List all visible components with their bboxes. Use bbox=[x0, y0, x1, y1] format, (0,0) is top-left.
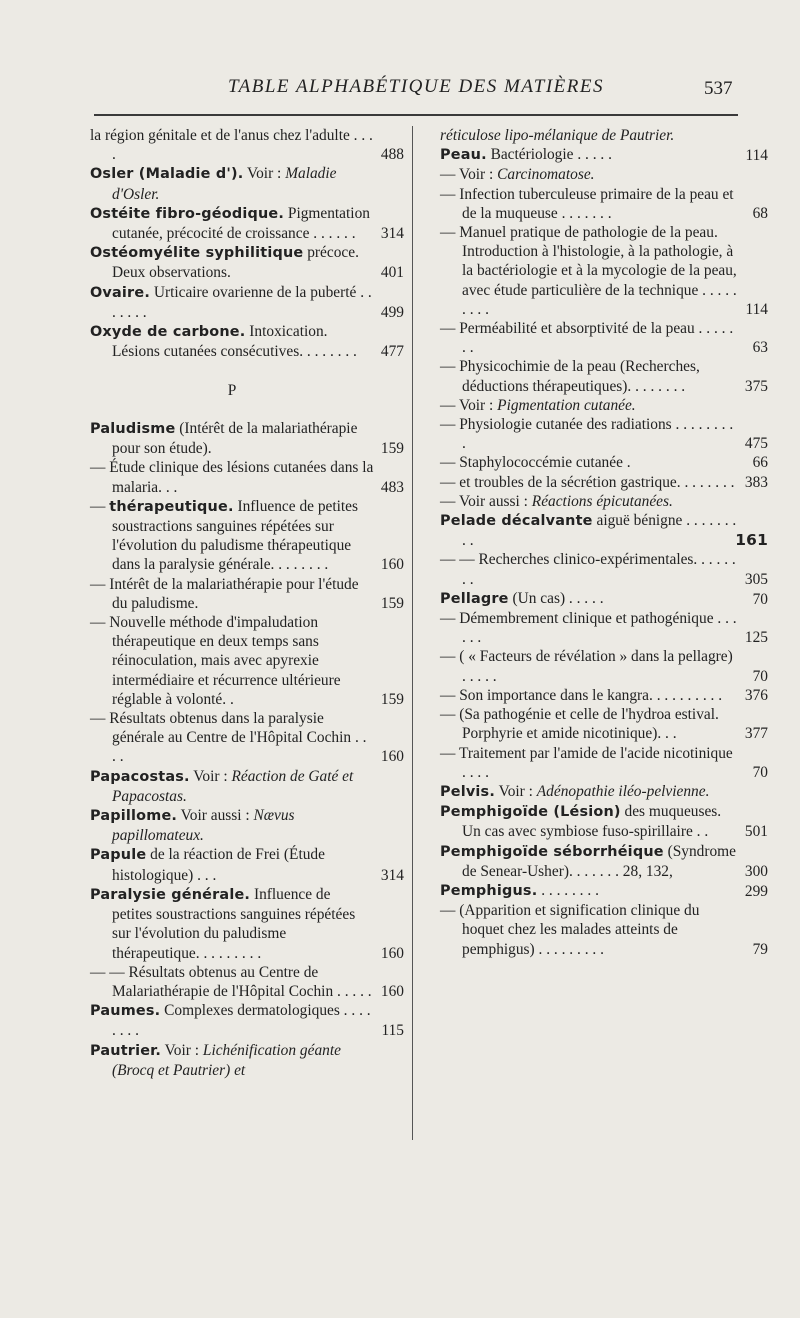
entry-reference: Maladie d'Osler. bbox=[112, 165, 337, 203]
entry-text bbox=[90, 497, 374, 575]
entry-keyword: Peau. bbox=[440, 147, 487, 164]
entry-plain: — Voir : bbox=[440, 396, 498, 414]
page-reference: 475 bbox=[744, 435, 768, 453]
entry-description: Voir aussi : bbox=[177, 807, 254, 825]
index-entry bbox=[440, 145, 768, 165]
index-entry bbox=[90, 497, 404, 575]
entry-text bbox=[90, 1001, 374, 1040]
page-reference: 376 bbox=[744, 686, 768, 704]
right-column bbox=[440, 126, 768, 959]
index-entry bbox=[440, 126, 740, 145]
entry-plain: — Étude clinique des lésions cutanées dans la malaria. . . bbox=[90, 459, 374, 496]
entry-text bbox=[90, 322, 374, 361]
index-entry bbox=[90, 575, 404, 613]
entry-plain: — Staphylococcémie cutanée . bbox=[440, 454, 631, 472]
entry-text bbox=[440, 705, 740, 743]
entry-description: Complexes dermatologiques . . . . . . . . bbox=[112, 1002, 371, 1040]
entry-reference: Carcinomatose. bbox=[497, 166, 595, 184]
entry-plain: la région génitale et de l'anus chez l'adulte . . . . bbox=[90, 127, 373, 164]
entry-description: Bactériologie . . . . . bbox=[486, 146, 612, 164]
index-entry bbox=[90, 845, 404, 884]
page-reference: 501 bbox=[744, 823, 768, 841]
section-letter: P bbox=[227, 381, 237, 399]
entry-plain: — Voir aussi : bbox=[440, 492, 532, 510]
page-reference: 115 bbox=[381, 1022, 404, 1040]
entry-text bbox=[440, 550, 740, 588]
index-entry bbox=[90, 885, 404, 963]
entry-plain: — — Recherches clinico-expérimentales. . . . . . . . bbox=[440, 551, 736, 588]
page-reference: 159 bbox=[380, 440, 404, 458]
entry-text bbox=[440, 319, 740, 357]
index-entry bbox=[440, 609, 768, 647]
index-entry bbox=[440, 901, 768, 959]
index-entry bbox=[90, 458, 404, 496]
entry-text bbox=[440, 881, 740, 901]
entry-text bbox=[90, 419, 374, 458]
index-entry bbox=[90, 709, 404, 767]
entry-keyword: Pelvis. bbox=[440, 783, 495, 800]
index-entry bbox=[90, 963, 404, 1001]
entry-keyword: Ostéite fibro-géodique. bbox=[90, 205, 285, 222]
index-entry bbox=[440, 647, 768, 685]
page-reference: 70 bbox=[752, 590, 768, 608]
entry-keyword: Papacostas. bbox=[90, 768, 190, 785]
index-entry bbox=[440, 842, 768, 881]
page-reference: 160 bbox=[380, 944, 404, 962]
entry-keyword: Oxyde de carbone. bbox=[90, 324, 246, 341]
page-reference: 375 bbox=[744, 377, 768, 395]
index-entry bbox=[90, 322, 404, 361]
entry-plain: — Infection tuberculeuse primaire de la peau et de la muqueuse . . . . . . . bbox=[440, 185, 734, 222]
entry-text bbox=[90, 283, 374, 322]
index-entry bbox=[440, 473, 768, 492]
page-reference: 314 bbox=[380, 866, 404, 884]
page-reference: 159 bbox=[380, 594, 404, 612]
entry-text bbox=[440, 686, 740, 705]
entry-keyword: thérapeutique. bbox=[109, 498, 234, 515]
page-reference: 305 bbox=[744, 570, 768, 588]
entry-description: Intoxication. Lésions cutanées consécutives. . . . . . . . bbox=[112, 323, 357, 361]
entry-text bbox=[440, 453, 740, 472]
entry-keyword: Pemphigoïde séborrhéique bbox=[440, 843, 664, 860]
entry-text bbox=[90, 806, 374, 845]
index-entry bbox=[90, 204, 404, 243]
index-entry bbox=[440, 550, 768, 588]
index-entry bbox=[90, 243, 404, 282]
entry-keyword: Paumes. bbox=[90, 1003, 161, 1020]
page-reference: 63 bbox=[752, 339, 768, 357]
spacer bbox=[90, 361, 374, 380]
page-reference: 114 bbox=[745, 147, 768, 165]
entry-text bbox=[90, 963, 374, 1001]
page-reference: 499 bbox=[380, 303, 404, 321]
index-entry bbox=[440, 165, 740, 184]
entry-description: (Un cas) . . . . . bbox=[508, 589, 604, 607]
left-column bbox=[90, 126, 404, 1080]
index-entry bbox=[440, 686, 768, 705]
entry-text bbox=[440, 126, 740, 145]
entry-text bbox=[440, 802, 740, 841]
entry-plain: — et troubles de la sécrétion gastrique. . . . . . . . bbox=[440, 473, 735, 491]
entry-text bbox=[90, 243, 374, 282]
entry-text bbox=[90, 845, 374, 884]
entry-keyword: Papillome. bbox=[90, 808, 178, 825]
page-reference: 377 bbox=[744, 725, 768, 743]
entry-text bbox=[440, 744, 740, 782]
entry-text bbox=[440, 842, 740, 881]
entry-description: Influence de petites soustractions sanguines répétées sur l'évolution du paludisme thérapeutique. . . . . . . . . bbox=[112, 885, 356, 962]
entry-description: Voir : bbox=[243, 165, 286, 183]
entry-text bbox=[90, 126, 374, 164]
entry-text bbox=[440, 415, 740, 453]
entry-prefix: — bbox=[90, 497, 110, 515]
index-entry bbox=[90, 1041, 374, 1080]
page-reference: 160 bbox=[380, 556, 404, 574]
page-reference: 477 bbox=[380, 343, 404, 361]
index-entry bbox=[440, 357, 768, 395]
entry-text bbox=[440, 609, 740, 647]
page-reference: 114 bbox=[745, 300, 768, 318]
page-header bbox=[0, 72, 800, 102]
index-entry bbox=[90, 419, 404, 458]
page-reference: 383 bbox=[744, 473, 768, 491]
entry-text bbox=[440, 223, 740, 319]
header-rule bbox=[94, 114, 738, 116]
spacer bbox=[90, 400, 374, 419]
index-entry bbox=[440, 185, 768, 223]
entry-description: aiguë bénigne . . . . . . . . . bbox=[462, 512, 737, 550]
entry-text bbox=[440, 473, 740, 492]
entry-reference: Lichénification géante (Brocq et Pautrier) et bbox=[112, 1041, 341, 1079]
index-entry bbox=[90, 767, 374, 806]
entry-plain: — Manuel pratique de pathologie de la peau. Introduction à l'histologie, à la pathologie, à la bactériologie et à la mycologie de la peau, avec étude particulière de la technique . . . . . . . . . bbox=[440, 224, 737, 318]
page-reference: 160 bbox=[380, 982, 404, 1000]
entry-description: . . . . . . . . bbox=[537, 881, 599, 899]
entry-description: Voir : bbox=[161, 1041, 203, 1059]
entry-reference: Réactions épicutanées. bbox=[531, 492, 673, 510]
entry-text bbox=[440, 492, 740, 511]
entry-plain: — Physiologie cutanée des radiations . . . . . . . . . bbox=[440, 416, 734, 453]
index-entry bbox=[90, 613, 404, 709]
page-reference: 401 bbox=[380, 264, 404, 282]
page-reference: 160 bbox=[380, 748, 404, 766]
entry-keyword: Papule bbox=[90, 847, 147, 864]
page-number: 537 bbox=[704, 78, 733, 99]
entry-text bbox=[440, 589, 740, 609]
entry-keyword: Paralysie générale. bbox=[90, 886, 251, 903]
entry-plain: — Voir : bbox=[440, 166, 498, 184]
entry-reference: Pigmentation cutanée. bbox=[497, 396, 636, 414]
entry-keyword: Paludisme bbox=[90, 421, 176, 438]
page-reference: 68 bbox=[752, 204, 768, 222]
index-entry bbox=[90, 126, 404, 164]
entry-text bbox=[90, 1041, 374, 1080]
entry-description: Urticaire ovarienne de la puberté . . . . . . . bbox=[112, 283, 372, 321]
page-reference: 300 bbox=[744, 862, 768, 880]
entry-description: Voir : bbox=[189, 767, 232, 785]
entry-description: (Intérêt de la malariathérapie pour son étude). bbox=[112, 420, 358, 458]
page-reference: 79 bbox=[752, 940, 768, 958]
entry-text bbox=[440, 396, 740, 415]
entry-keyword: Pautrier. bbox=[90, 1042, 162, 1059]
entry-description: Voir : bbox=[495, 782, 537, 800]
entry-text bbox=[90, 613, 374, 709]
index-entry bbox=[440, 319, 768, 357]
entry-description: (Syndrome de Senear-Usher). . . . . . . 28, 132, bbox=[462, 842, 736, 880]
index-entry bbox=[440, 453, 768, 472]
entry-text bbox=[440, 901, 740, 959]
entry-reference: Nævus papillomateux. bbox=[112, 807, 295, 845]
index-entry bbox=[90, 806, 374, 845]
entry-plain: — — Résultats obtenus au Centre de Malariathérapie de l'Hôpital Cochin . . . . . bbox=[90, 963, 372, 1000]
index-entry bbox=[90, 1001, 404, 1040]
entry-text bbox=[90, 164, 374, 203]
index-entry bbox=[440, 782, 740, 802]
entry-description: précoce. Deux observations. bbox=[112, 244, 359, 282]
entry-plain: — Nouvelle méthode d'impaludation thérapeutique en deux temps sans réinoculation, mais avec apyrexie intermédiaire et récurrence ultérieure réglable à volonté. . bbox=[90, 614, 341, 708]
entry-text bbox=[90, 885, 374, 963]
entry-text bbox=[440, 782, 740, 802]
entry-keyword: Pelade décalvante bbox=[440, 513, 593, 530]
index-entry bbox=[440, 705, 768, 743]
entry-reference: Adénopathie iléo-pelvienne. bbox=[536, 782, 710, 800]
entry-plain: — Intérêt de la malariathérapie pour l'étude du paludisme. bbox=[90, 575, 359, 612]
entry-text bbox=[90, 767, 374, 806]
page-reference: 488 bbox=[380, 146, 404, 164]
index-entry bbox=[440, 511, 768, 550]
index-entry bbox=[440, 802, 768, 841]
running-title: TABLE ALPHABÉTIQUE DES MATIÈRES bbox=[228, 76, 604, 97]
entry-plain: — ( « Facteurs de révélation » dans la pellagre) . . . . . bbox=[440, 648, 733, 685]
entry-text bbox=[440, 357, 740, 395]
page-reference: 299 bbox=[744, 882, 768, 900]
entry-reference: Réaction de Gaté et Papacostas. bbox=[112, 767, 354, 805]
index-entry bbox=[440, 492, 740, 511]
page-reference: 483 bbox=[380, 478, 404, 496]
entry-keyword: Osler (Maladie d'). bbox=[90, 166, 244, 183]
entry-plain: — Traitement par l'amide de l'acide nicotinique . . . . bbox=[440, 744, 733, 781]
entry-text bbox=[90, 709, 374, 767]
page-reference: 159 bbox=[380, 690, 404, 708]
entry-plain: — Perméabilité et absorptivité de la peau . . . . . . . bbox=[440, 320, 734, 357]
page-reference: 161 bbox=[735, 531, 768, 550]
index-entry bbox=[90, 283, 404, 322]
entry-text bbox=[90, 204, 374, 243]
index-entry bbox=[440, 223, 768, 319]
entry-description: Influence de petites soustractions sanguines répétées sur l'évolution du paludisme thérapeutique dans la paralysie générale. . . . . . . . bbox=[112, 497, 358, 574]
entry-text bbox=[440, 511, 740, 550]
entry-plain: — (Apparition et signification clinique du hoquet chez les malades atteints de pemphigus) . . . . . . . . . bbox=[440, 902, 700, 958]
entry-plain: — (Sa pathogénie et celle de l'hydroa estival. Porphyrie et amide nicotinique). . . bbox=[440, 706, 719, 743]
index-entry bbox=[90, 164, 374, 203]
column-divider bbox=[412, 126, 413, 1140]
entry-keyword: Pemphigoïde (Lésion) bbox=[440, 804, 621, 821]
index-entry bbox=[440, 744, 768, 782]
entry-plain: — Physicochimie de la peau (Recherches, déductions thérapeutiques). . . . . . . . bbox=[440, 358, 700, 395]
entry-keyword: Pemphigus. bbox=[440, 882, 538, 899]
entry-text bbox=[440, 165, 740, 184]
page-reference: 70 bbox=[752, 667, 768, 685]
entry-description: des muqueuses. Un cas avec symbiose fuso-spirillaire . . bbox=[462, 803, 722, 841]
entry-plain: — Résultats obtenus dans la paralysie générale au Centre de l'Hôpital Cochin . . . . bbox=[90, 710, 367, 766]
entry-text bbox=[90, 575, 374, 613]
entry-description: Pigmentation cutanée, précocité de croissance . . . . . . bbox=[112, 204, 370, 243]
page-reference: 70 bbox=[752, 763, 768, 781]
entry-italic: réticulose lipo-mélanique de Pautrier. bbox=[440, 127, 675, 144]
entry-keyword: Pellagre bbox=[440, 590, 509, 607]
page-reference: 66 bbox=[752, 454, 768, 472]
index-entry bbox=[440, 881, 768, 901]
page-reference: 314 bbox=[380, 225, 404, 243]
entry-text bbox=[440, 647, 740, 685]
page-reference: 125 bbox=[744, 629, 768, 647]
index-entry bbox=[440, 415, 768, 453]
index-entry bbox=[440, 396, 740, 415]
entry-description: de la réaction de Frei (Étude histologique) . . . bbox=[112, 846, 325, 884]
entry-plain: — Démembrement clinique et pathogénique . . . . . . bbox=[440, 610, 737, 647]
entry-keyword: Ovaire. bbox=[90, 284, 150, 301]
index-entry bbox=[440, 589, 768, 609]
entry-text bbox=[440, 145, 740, 165]
entry-keyword: Ostéomyélite syphilitique bbox=[90, 245, 304, 262]
entry-text bbox=[440, 185, 740, 223]
entry-plain: — Son importance dans le kangra. . . . . . . . . . bbox=[440, 686, 723, 704]
entry-text bbox=[90, 458, 374, 496]
